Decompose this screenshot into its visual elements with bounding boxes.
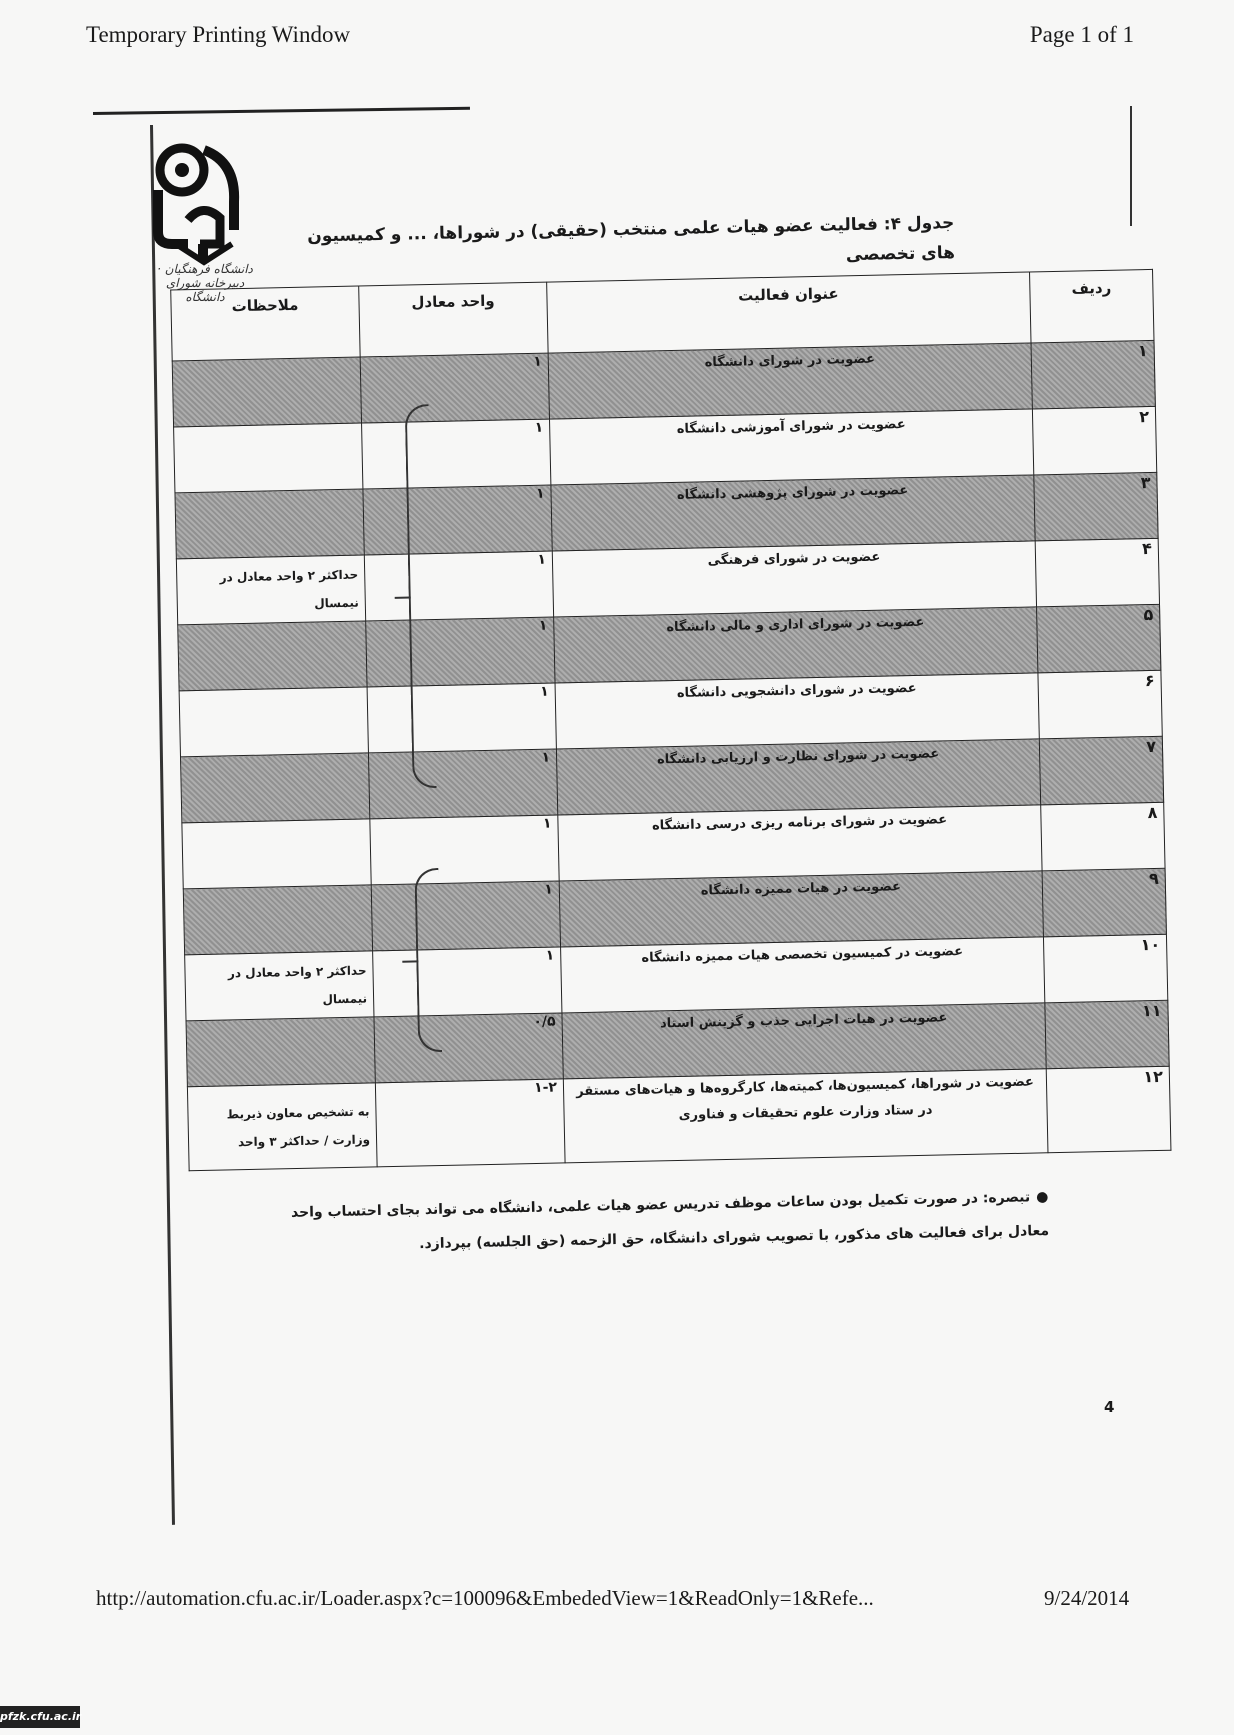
row-activity-title: عضویت در هیات ممیزه دانشگاه bbox=[559, 871, 1043, 947]
row-number: ۲ bbox=[1032, 406, 1156, 475]
group-brace-committees bbox=[414, 868, 442, 1052]
row-number: ۱۰ bbox=[1043, 934, 1167, 1003]
row-activity-title: عضویت در شورای دانشگاه bbox=[548, 343, 1032, 419]
header-equivalent-units: واحد معادل bbox=[359, 282, 548, 357]
row-activity-title: عضویت در شورای فرهنگی bbox=[552, 541, 1036, 617]
row-notes bbox=[183, 885, 372, 955]
row-equivalent-units: ۰/۵ bbox=[374, 1013, 563, 1083]
header-notes: ملاحظات bbox=[171, 286, 360, 361]
row-equivalent-units: ۱ bbox=[368, 749, 557, 819]
paper-edge-top bbox=[93, 107, 470, 115]
print-footer-date: 9/24/2014 bbox=[1044, 1586, 1130, 1610]
row-notes bbox=[180, 753, 369, 823]
print-footer-url: http://automation.cfu.ac.ir/Loader.aspx?c=100096&EmbededView=1&ReadOnly=1&Refe... bbox=[96, 1586, 874, 1610]
row-activity-title: عضویت در شورای نظارت و ارزیابی دانشگاه bbox=[556, 739, 1040, 815]
row-equivalent-units: ۱ bbox=[370, 815, 559, 885]
logo-caption: دانشگاه فرهنگیان · دبیرخانه شورای دانشگاه bbox=[157, 262, 253, 304]
bullet-icon: ● bbox=[1035, 1188, 1049, 1206]
row-activity-title: عضویت در هیات اجرایی جذب و گزینش استاد bbox=[562, 1003, 1046, 1079]
row-notes bbox=[179, 687, 368, 757]
paper-edge-right bbox=[1130, 106, 1132, 226]
row-equivalent-units: ۱ bbox=[364, 551, 553, 621]
row-equivalent-units: ۱ bbox=[363, 485, 552, 555]
row-notes bbox=[172, 357, 361, 427]
row-activity-title: عضویت در شورای دانشجویی دانشگاه bbox=[555, 673, 1039, 749]
footnote bbox=[258, 1180, 1049, 1265]
site-badge: pfzk.cfu.ac.ir bbox=[0, 1706, 80, 1728]
page-indicator: Page 1 of 1 bbox=[1029, 22, 1134, 47]
row-equivalent-units: ۱ bbox=[367, 683, 556, 753]
row-number: ۵ bbox=[1037, 604, 1161, 673]
row-number: ۷ bbox=[1039, 736, 1163, 805]
row-activity-title: عضویت در شورای برنامه ریزی درسی دانشگاه bbox=[558, 805, 1042, 881]
row-equivalent-units: ۱-۲ bbox=[375, 1079, 565, 1167]
row-equivalent-units: ۱ bbox=[366, 617, 555, 687]
row-activity-title: عضویت در شورای اداری و مالی دانشگاه bbox=[554, 607, 1038, 683]
row-activity-title: عضویت در شورای پژوهشی دانشگاه bbox=[551, 475, 1035, 551]
print-window-title: Temporary Printing Window bbox=[86, 22, 351, 47]
row-notes: به تشخیص معاون ذیربط وزارت / حداکثر ۳ واحد bbox=[187, 1083, 377, 1171]
row-number: ۹ bbox=[1042, 868, 1166, 937]
page-number: 4 bbox=[1104, 1398, 1115, 1416]
row-number: ۱ bbox=[1031, 340, 1155, 409]
footnote-text: تبصره: در صورت تکمیل بودن ساعات موظف تدریس عضو هیات علمی، دانشگاه می تواند بجای احتساب واحد معادل برای فعالیت های مذکور، با تصویب شورای دانشگاه، حق الزحمه (حق الجلسه) بپردازد. bbox=[290, 1189, 1050, 1253]
row-notes: حداکثر ۲ واحد معادل در نیمسال bbox=[176, 555, 365, 625]
row-notes bbox=[186, 1017, 375, 1087]
row-notes bbox=[182, 819, 371, 889]
row-activity-title: عضویت در شورای آموزشی دانشگاه bbox=[550, 409, 1034, 485]
row-number: ۳ bbox=[1034, 472, 1158, 541]
header-row-number: ردیف bbox=[1030, 269, 1154, 343]
row-number: ۶ bbox=[1038, 670, 1162, 739]
row-number: ۱۲ bbox=[1046, 1066, 1171, 1153]
row-notes bbox=[178, 621, 367, 691]
row-activity-title: عضویت در کمیسیون تخصصی هیات ممیزه دانشگاه bbox=[561, 937, 1045, 1013]
row-equivalent-units: ۱ bbox=[360, 353, 549, 423]
row-activity-title: عضویت در شوراها، کمیسیون‌ها، کمیته‌ها، کارگروه‌ها و هیات‌های مستقر در ستاد وزارت علوم تحقیقات و فناوری bbox=[563, 1069, 1048, 1163]
table-title: جدول ۴: فعالیت عضو هیات علمی منتخب (حقیقی) در شوراها، ... و کمیسیون های تخصصی bbox=[307, 212, 956, 266]
row-notes bbox=[175, 489, 364, 559]
row-equivalent-units: ۱ bbox=[373, 947, 562, 1017]
row-notes bbox=[174, 423, 363, 493]
row-number: ۴ bbox=[1035, 538, 1159, 607]
row-number: ۱۱ bbox=[1045, 1000, 1169, 1069]
row-equivalent-units: ۱ bbox=[362, 419, 551, 489]
activities-table bbox=[170, 269, 1171, 1171]
row-notes: حداکثر ۲ واحد معادل در نیمسال bbox=[185, 951, 374, 1021]
header-activity-title: عنوان فعالیت bbox=[547, 272, 1031, 353]
row-equivalent-units: ۱ bbox=[371, 881, 560, 951]
table-container bbox=[170, 270, 1164, 1171]
row-number: ۸ bbox=[1041, 802, 1165, 871]
